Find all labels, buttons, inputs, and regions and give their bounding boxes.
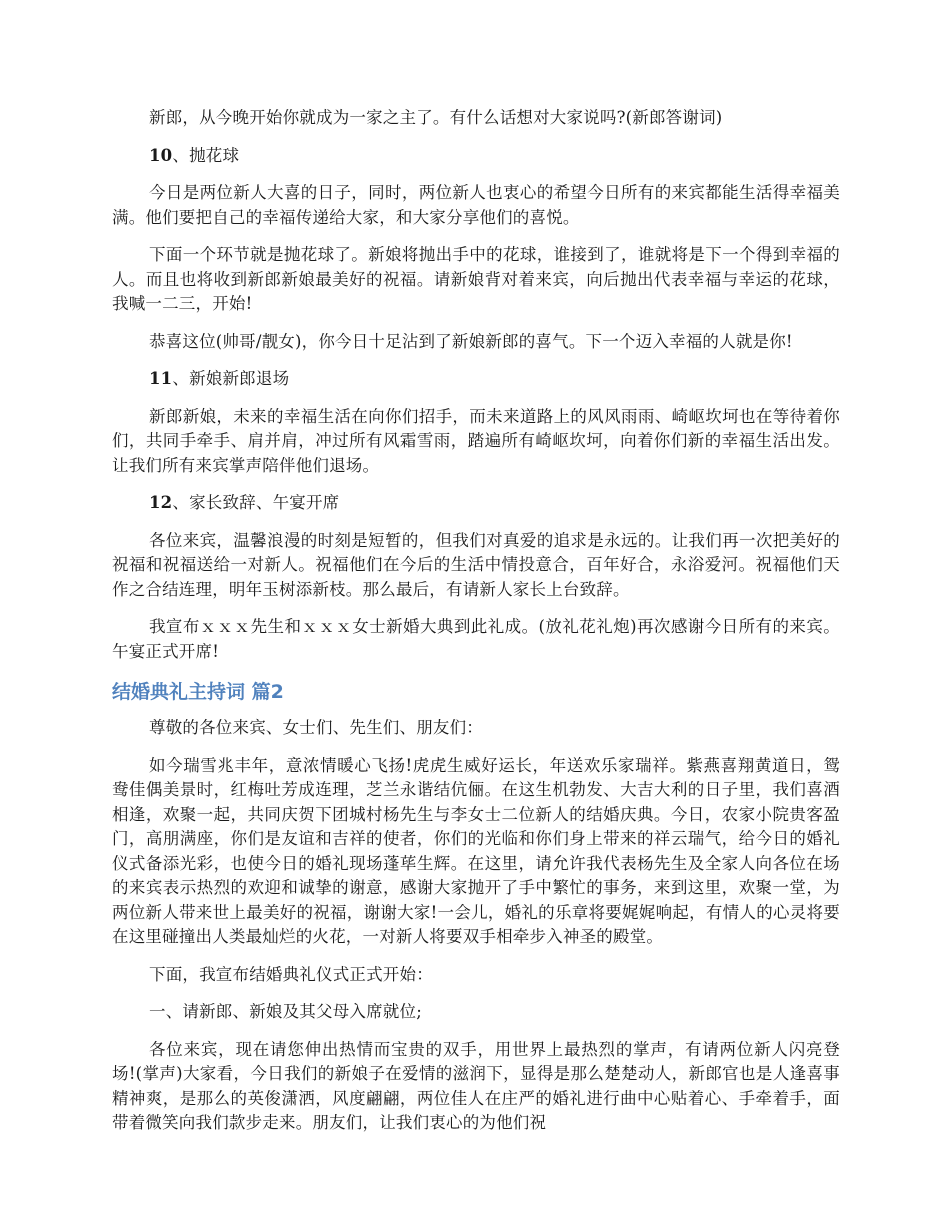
paragraph: 恭喜这位(帅哥/靓女)，你今日十足沾到了新娘新郎的喜气。下一个迈入幸福的人就是你!: [149, 331, 793, 351]
paragraph: 下面，我宣布结婚典礼仪式正式开始：: [149, 964, 433, 984]
paragraph: 如今瑞雪兆丰年，意浓情暖心飞扬!虎虎生威好运长，年送欢乐家瑞祥。紫燕喜翔黄道日，鸳鸯佳偶美景时，红梅吐芳成连理，芝兰永谐结伉俪。在这生机勃发、大吉大利的日子里，我们喜酒相逢，欢聚一起，共同庆贺下团城村杨先生与李女士二位新人的结婚庆典。今日，农家小院贵客盈门，高朋满座，你们是友谊和吉祥的使者，你们的光临和你们身上带来的祥云瑞气，给今日的婚礼仪式备添光彩，也使今日的婚礼现场蓬荜生辉。在这里，请允许我代表杨先生及全家人向各位在场的来宾表示热烈的欢迎和诚挚的谢意，感谢大家抛开了手中繁忙的事务，来到这里，欢聚一堂，为两位新人带来世上最美好的祝福，谢谢大家!一会儿，婚礼的乐章将要娓娓响起，有情人的心灵将要在这里碰撞出人类最灿烂的火花，一对新人将要双手相牵步入神圣的殿堂。: [112, 755, 840, 946]
paragraph: 尊敬的各位来宾、女士们、先生们、朋友们：: [149, 718, 483, 737]
paragraph: 各位来宾，温馨浪漫的时刻是短暂的，但我们对真爱的追求是永远的。让我们再一次把美好的祝福和祝福送给一对新人。祝福他们在今后的生活中情投意合，百年好合，永浴爱河。祝福他们天作之合结连理，明年玉树添新枝。那么最后，有请新人家长上台致辞。: [112, 530, 840, 599]
paragraph: 各位来宾，现在请您伸出热情而宝贵的双手，用世界上最热烈的掌声，有请两位新人闪亮登场!(掌声)大家看，今日我们的新娘子在爱情的滋润下，显得是那么楚楚动人，新郎官也是人逢喜事精神爽，是那么的英俊潇洒，风度翩翩，两位佳人在庄严的婚礼进行曲中心贴着心、手牵着手，面带着微笑向我们款步走来。朋友们，让我们衷心的为他们祝: [112, 1039, 840, 1132]
document-page: [112, 106, 840, 1149]
numbered-heading-10: [112, 144, 840, 169]
heading-text: 、抛花球: [172, 145, 240, 165]
heading-number: 11: [149, 369, 173, 388]
heading-number: 10: [149, 145, 173, 165]
paragraph: 一、请新郎、新娘及其父母入席就位;: [149, 1002, 422, 1021]
heading-text: 、新娘新郎退场: [172, 369, 290, 388]
paragraph: 我宣布ｘｘｘ先生和ｘｘｘ女士新婚大典到此礼成。(放礼花礼炮)再次感谢今日所有的来宾。午宴正式开席!: [112, 617, 840, 661]
heading-number: 12: [149, 493, 173, 512]
numbered-heading-12: [112, 491, 840, 516]
paragraph: 新郎，从今晚开始你就成为一家之主了。有什么话想对大家说吗?(新郎答谢词): [149, 108, 723, 127]
paragraph: 下面一个环节就是抛花球了。新娘将抛出手中的花球，谁接到了，谁就将是下一个得到幸福的人。而且也将收到新郎新娘最美好的祝福。请新娘背对着来宾，向后抛出代表幸福与幸运的花球，我喊一二三，开始!: [112, 245, 840, 313]
heading-text: 、家长致辞、午宴开席: [172, 493, 340, 512]
section-title: 结婚典礼主持词 篇2: [112, 681, 284, 703]
numbered-heading-11: [112, 367, 840, 392]
paragraph: 今日是两位新人大喜的日子，同时，两位新人也衷心的希望今日所有的来宾都能生活得幸福美满。他们要把自己的幸福传递给大家，和大家分享他们的喜悦。: [112, 183, 840, 227]
paragraph: 新郎新娘，未来的幸福生活在向你们招手，而未来道路上的风风雨雨、崎岖坎坷也在等待着你们，共同手牵手、肩并肩，冲过所有风霜雪雨，踏遍所有崎岖坎坷，向着你们新的幸福生活出发。让我们所有来宾掌声陪伴他们退场。: [112, 406, 840, 475]
